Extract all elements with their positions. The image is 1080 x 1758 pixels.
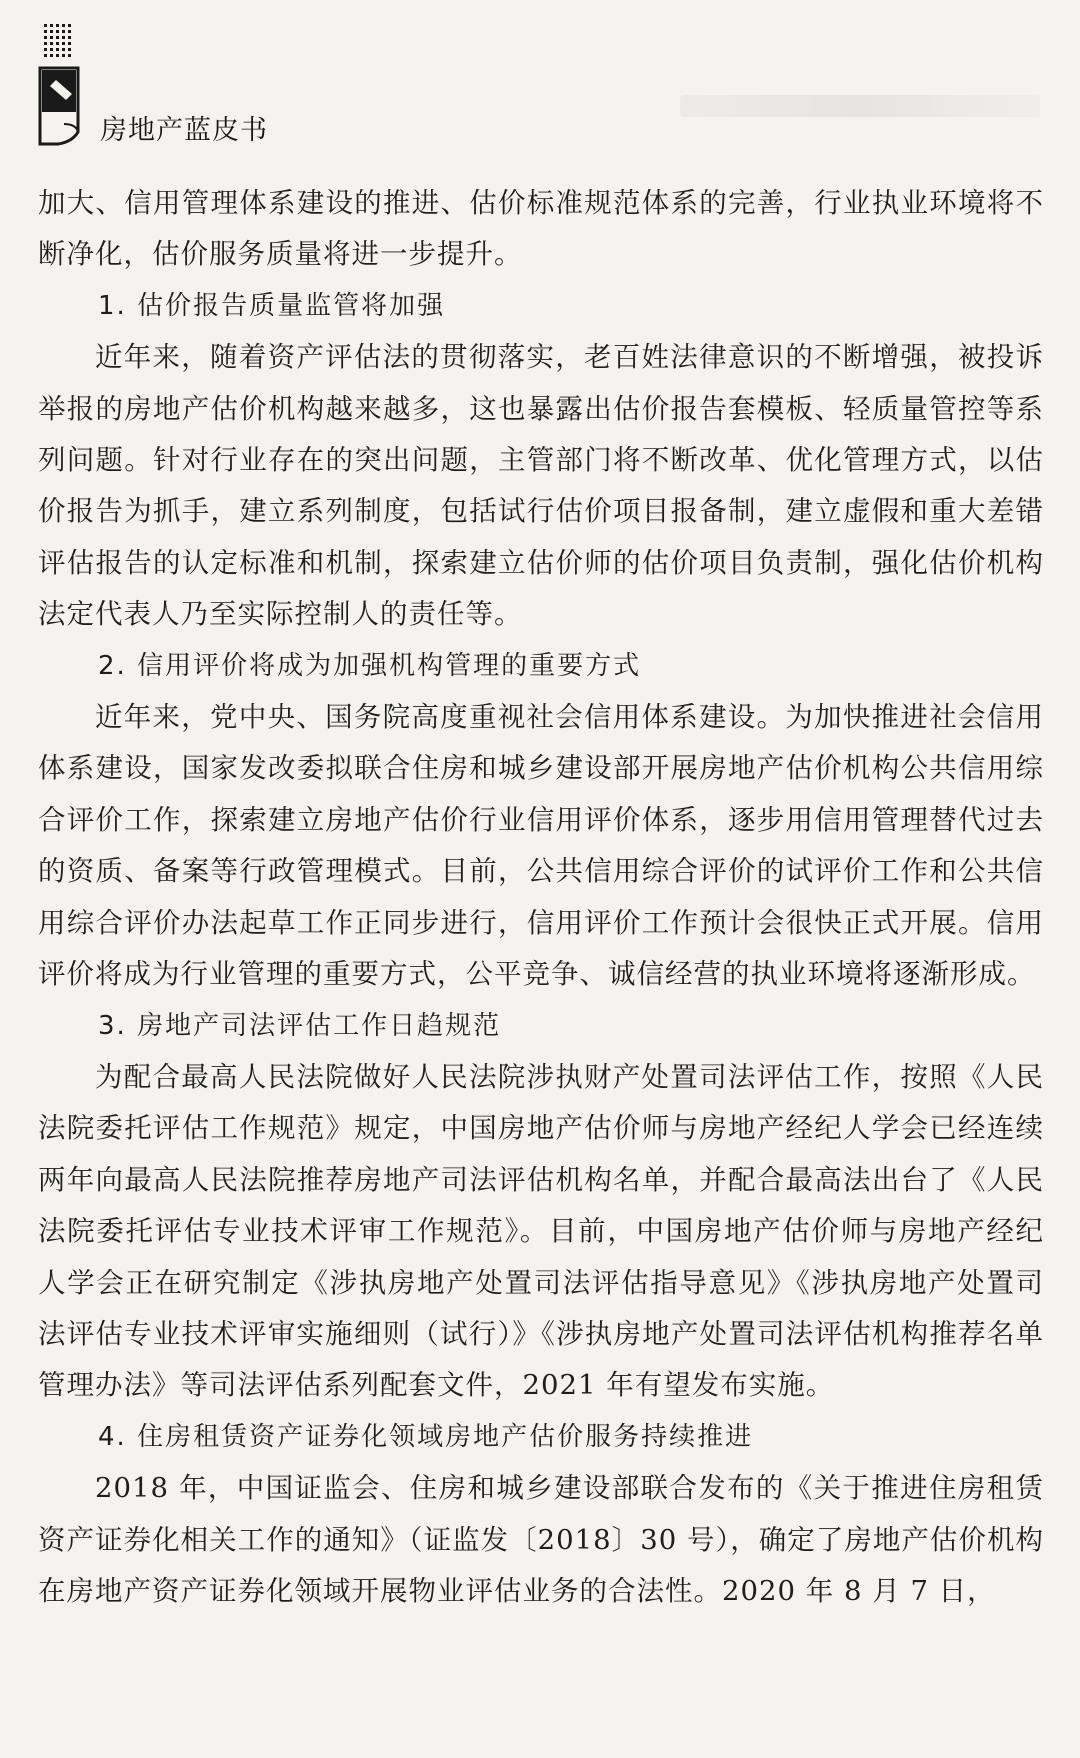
running-title: 房地产蓝皮书 — [100, 115, 268, 146]
bleed-through-shadow — [680, 95, 1040, 117]
paragraph-3: 为配合最高人民法院做好人民法院涉执财产处置司法评估工作，按照《人民法院委托评估工作规范》规定，中国房地产估价师与房地产经纪人学会已经连续两年向最高人民法院推荐房地产司法评估机构名单，并配合最高法出台了《人民法院委托评估专业技术评审工作规范》。目前，中国房地产估价师与房地产经纪人学会正在研究制定《涉执房地产处置司法评估指导意见》《涉执房地产处置司法评估专业技术评审实施细则（试行）》《涉执房地产处置司法评估机构推荐名单管理办法》等司法评估系列配套文件，2021 年有望发布实施。 — [38, 1060, 1044, 1402]
paragraph-4: 2018 年，中国证监会、住房和城乡建设部联合发布的《关于推进住房租赁资产证券化相关工作的通知》（证监发〔2018〕30 号），确定了房地产估价机构在房地产资产证券化领域开展物业评估业务的合法性。2020 年 8 月 7 日， — [38, 1472, 1044, 1607]
body-text — [38, 178, 1044, 1617]
paragraph-continued: 加大、信用管理体系建设的推进、估价标准规范体系的完善，行业执业环境将不断净化，估价服务质量将进一步提升。 — [38, 187, 1044, 271]
section-heading-1: 1. 估价报告质量监管将加强 — [98, 290, 446, 321]
book-corner-logo-icon — [36, 20, 96, 150]
paragraph-2: 近年来，党中央、国务院高度重视社会信用体系建设。为加快推进社会信用体系建设，国家发改委拟联合住房和城乡建设部开展房地产估价机构公共信用综合评价工作，探索建立房地产估价行业信用评价体系，逐步用信用管理替代过去的资质、备案等行政管理模式。目前，公共信用综合评价的试评价工作和公共信用综合评价办法起草工作正同步进行，信用评价工作预计会很快正式开展。信用评价将成为行业管理的重要方式，公平竞争、诚信经营的执业环境将逐渐形成。 — [38, 701, 1044, 991]
section-heading-4: 4. 住房租赁资产证券化领域房地产估价服务持续推进 — [98, 1421, 754, 1452]
paragraph-1: 近年来，随着资产评估法的贯彻落实，老百姓法律意识的不断增强，被投诉举报的房地产估价机构越来越多，这也暴露出估价报告套模板、轻质量管控等系列问题。针对行业存在的突出问题，主管部门将不断改革、优化管理方式，以估价报告为抓手，建立系列制度，包括试行估价项目报备制，建立虚假和重大差错评估报告的认定标准和机制，探索建立估价师的估价项目负责制，强化估价机构法定代表人乃至实际控制人的责任等。 — [38, 341, 1044, 631]
section-heading-3: 3. 房地产司法评估工作日趋规范 — [98, 1010, 502, 1041]
page-header — [36, 20, 436, 150]
section-heading-2: 2. 信用评价将成为加强机构管理的重要方式 — [98, 650, 642, 681]
